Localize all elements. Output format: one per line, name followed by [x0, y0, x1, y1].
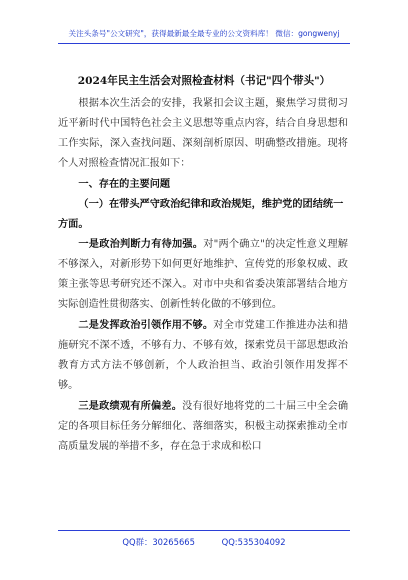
footer-qq-contact: QQ:535304092 — [221, 537, 286, 547]
point-lead-1: 一是政治判断力有待加强。 — [78, 238, 204, 250]
footer — [0, 536, 408, 548]
document-body — [58, 94, 348, 457]
intro-paragraph: 根据本次生活会的安排，我紧扣会议主题，聚焦学习贯彻习近平新时代中国特色社会主义思想等重点内容，结合自身思想和工作实际，深入查找问题、深刻剖析原因、明确整改措施。现将个人对照检查情况汇报如下： — [58, 98, 348, 169]
subsection-heading: （一）在带头严守政治纪律和政治规矩，维护党的团结统一方面。 — [58, 198, 344, 230]
point-lead-2: 二是发挥政治引领作用不够。 — [78, 319, 214, 331]
document-title: 2024年民主生活会对照检查材料（书记"四个带头"） — [77, 75, 331, 87]
point-text-2: 对全市党建工作推进办法和措施研究不深不透，不够有力、不够有效，探索党员干部思想政治教育方式方法不够创新，个人政治担当、政治引领作用发挥不够。 — [58, 320, 349, 391]
section-heading: 一、存在的主要问题 — [78, 178, 171, 190]
footer-divider — [58, 530, 350, 531]
point-text-3: 没有很好地将党的二十届三中全会确定的各项目标任务分解细化、落细落实，积极主动探索推动全市高质量发展的举措不多，存在急于求成和松口 — [58, 401, 349, 452]
footer-qq-group: QQ群：30265665 — [122, 537, 195, 547]
point-paragraph-2 — [58, 315, 348, 396]
header-note: 关注头条号"公文研究"，获得最新最全最专业的公文资料库！ 微信：gongwenyj — [68, 29, 340, 38]
point-text-1: 对"两个确立"的决定性意义理解不够深入，对新形势下如何更好地维护、宣传党的形象权威、政策主张等思考研究还不深入。对市中央和省委决策部署结合地方实际创造性贯彻落实、创新性转化做的不够到位。 — [58, 239, 348, 310]
point-paragraph-3 — [58, 396, 348, 457]
point-lead-3: 三是政绩观有所偏差。 — [78, 400, 183, 412]
header-divider — [58, 43, 350, 44]
point-paragraph-1 — [58, 234, 348, 315]
